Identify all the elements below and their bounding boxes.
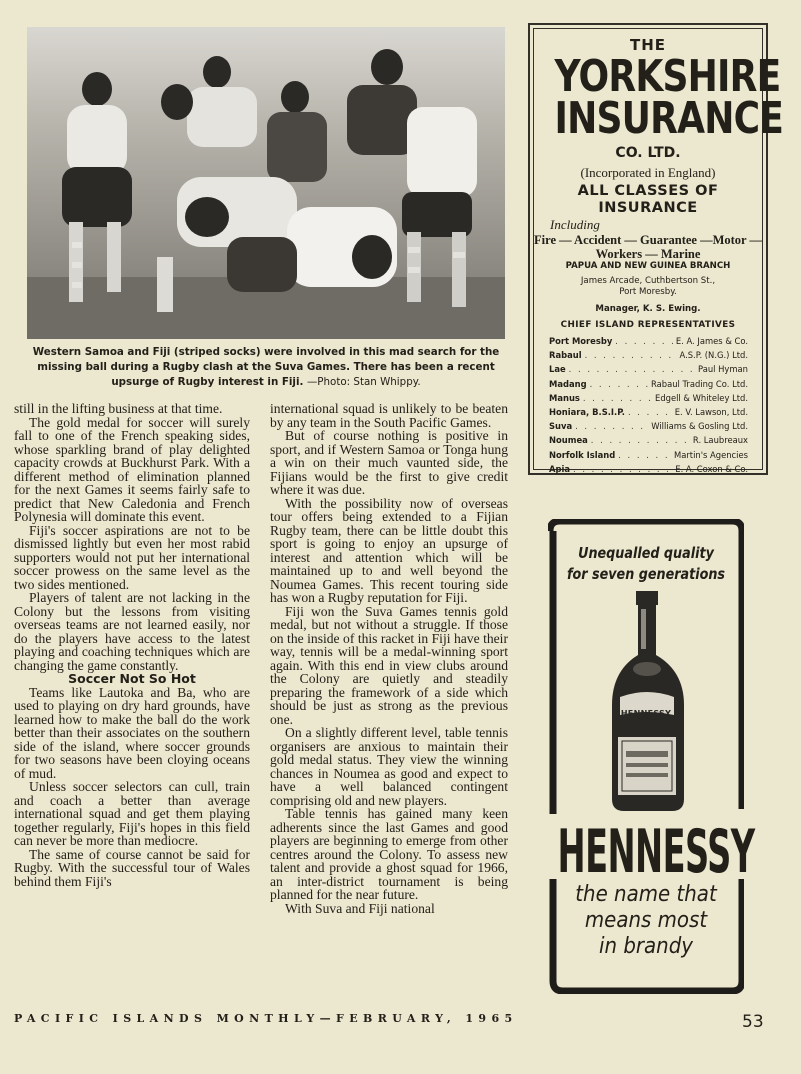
rep-agent: E. A. Coxon & Co.	[675, 463, 748, 474]
ad-company-name-2: INSURANCE	[554, 93, 784, 144]
rep-place: Madang	[549, 378, 587, 389]
rep-place: Port Moresby	[549, 336, 613, 346]
ad-including: Including	[550, 217, 600, 232]
ad-representatives-list	[549, 334, 748, 476]
rep-agent: Paul Hyman	[698, 364, 748, 375]
yorkshire-insurance-ad	[528, 23, 784, 475]
leader-dots	[628, 405, 672, 419]
paragraph: Players of talent are not lacking in the Colony but the lessons from visiting overseas teams are not learned easily, nor do the players have access to the latest playing and coaching techniques which are changing the game constantly.	[14, 590, 250, 673]
paragraph: still in the lifting business at that time.	[14, 401, 223, 416]
list-item	[549, 405, 748, 419]
hennessy-ad	[548, 519, 755, 994]
leader-dots	[583, 391, 652, 405]
list-item	[549, 448, 748, 462]
ad-incorporated: (Incorporated in England)	[580, 165, 716, 180]
rep-agent: Rabaul Trading Co. Ltd.	[651, 378, 748, 389]
hennessy-tagline-1: Unequalled quality	[578, 544, 714, 562]
rugby-photo	[27, 27, 505, 339]
list-item	[549, 433, 748, 447]
rep-place: Norfolk Island	[549, 449, 616, 460]
ad-address: James Arcade, Cuthbertson St., Port Moresby.	[580, 276, 716, 297]
photo-credit: —Photo: Stan Whippy.	[307, 376, 421, 388]
ad-chief-reps: CHIEF ISLAND REPRESENTATIVES	[560, 320, 736, 330]
leader-dots	[573, 462, 672, 476]
list-item	[549, 348, 748, 362]
page-number: 53	[742, 1012, 764, 1032]
paragraph: international squad is unlikely to be beaten by any team in the South Pacific Games.	[270, 401, 508, 430]
paragraph: But of course nothing is positive in sport, and if Western Samoa or Tonga hung a win on their much vaunted side, the Fijians would be the first to give credit where it was due.	[270, 428, 508, 497]
paragraph: The same of course cannot be said for Rugby. With the successful tour of Wales behind them Fiji's	[14, 846, 250, 889]
rep-place: Apia	[549, 463, 570, 474]
article-column-1	[14, 402, 250, 888]
leader-dots	[618, 448, 671, 462]
ad-manager: Manager, K. S. Ewing.	[595, 304, 701, 314]
ad-branch: PAPUA AND NEW GUINEA BRANCH	[565, 261, 731, 271]
page-footer: PACIFIC ISLANDS MONTHLY—FEBRUARY, 1965	[14, 1012, 518, 1025]
rep-agent: E. V. Lawson, Ltd.	[674, 407, 748, 418]
paragraph: With the possibility now of overseas tour offers being extended to a Fijian Rugby team, there can be little doubt this sport is going to enjoy an upsurge of interest and attention which will be maintained up to and well beyond the Noumea Games. This recent touring side has won a Rugby reputation for Fiji.	[270, 495, 508, 605]
leader-dots	[585, 348, 677, 362]
paragraph: Fiji's soccer aspirations are not to be dismissed lightly but even her most rabid supporters would not put her international soccer prowess on the same level as the two sides mentioned.	[14, 522, 250, 592]
subheading: Soccer Not So Hot	[68, 671, 196, 686]
hennessy-brand: HENNESSY	[557, 817, 755, 887]
brandy-bottle-icon	[612, 591, 684, 811]
rep-agent: Williams & Gosling Ltd.	[651, 421, 748, 432]
photo-caption	[27, 345, 505, 390]
paragraph: On a slightly different level, table tennis organisers are anxious to maintain their gold medal status. They view the winning chances in Noumea as good and expect to have a well balanced contingent comprising old and new players.	[270, 725, 508, 808]
ad-insurance-lines: Fire — Accident — Guarantee —Motor — Workers — Marine	[534, 233, 762, 261]
ad-co-ltd: CO. LTD.	[615, 145, 681, 161]
paragraph: Fiji won the Suva Games tennis gold medal, but not without a struggle. If those on the inside of this racket in Fiji have their way, tennis will be a medal-winning sport again. With this end in view clubs around the Colony are quietly and steadily preparing the framework of a side which should be just as strong as the previous one.	[270, 603, 508, 727]
rugby-scrum-photo	[27, 27, 505, 339]
rep-agent: A.S.P. (N.G.) Ltd.	[679, 350, 748, 361]
paragraph: The gold medal for soccer will surely fall to one of the French speaking sides, whose sparkling brand of play delighted capacity crowds at Buckhurst Park. With a different method of elimination planned for the next Games it seems fairly safe to predict that New Caledonia and French Polynesia will dominate this event.	[14, 414, 250, 524]
rep-place: Manus	[549, 392, 580, 403]
leader-dots	[590, 377, 648, 391]
ad-inner-border	[533, 28, 784, 474]
rep-place: Noumea	[549, 435, 588, 446]
leader-dots	[615, 334, 673, 348]
ad-company-name-1: YORKSHIRE	[554, 51, 781, 102]
rep-place: Lae	[549, 364, 566, 375]
rep-agent: Martin's Agencies	[673, 449, 748, 460]
hennessy-tagline	[563, 543, 730, 585]
ad-all-classes-text: ALL CLASSES OF INSURANCE	[577, 183, 719, 216]
hennessy-tagline-2: for seven generations	[566, 565, 726, 583]
rep-agent: R. Laubreaux	[692, 435, 748, 446]
article-column-2	[270, 402, 508, 915]
list-item	[549, 419, 748, 433]
photo-caption-text: Western Samoa and Fiji (striped socks) were involved in this mad search for the missing ball during a Rugby clash at the Suva Games. There has been a recent upsurge of Rugby interest in Fiji.	[32, 346, 500, 388]
leader-dots	[591, 433, 690, 447]
list-item	[549, 462, 748, 476]
ad-the: THE	[629, 36, 667, 54]
rep-place: Honiara, B.S.I.P.	[549, 407, 625, 418]
paragraph: Teams like Lautoka and Ba, who are used to playing on dry hard grounds, have learned how to make the ball do the work better than their associates on the southern side of the island, where soccer grounds for two seasons have been cloying oceans of mud.	[14, 684, 250, 781]
paragraph: Unless soccer selectors can cull, train and coach a better than average international squad and get them playing together regularly, Fiji's hopes in this field can never be more than mediocre.	[14, 779, 250, 848]
list-item	[549, 377, 748, 391]
hennessy-slogan-1: the name that	[575, 882, 717, 907]
ad-all-classes	[534, 183, 762, 217]
rep-place: Suva	[549, 421, 573, 432]
paragraph: Table tennis has gained many keen adherents since the last Games and good players are beginning to emerge from other centres around the Colony. To assess new talent and provide a ghost squad for 1966, an inter-district tournament is being planned for the near future.	[270, 806, 508, 902]
rep-place: Rabaul	[549, 350, 582, 361]
list-item	[549, 362, 748, 376]
list-item	[549, 334, 748, 348]
rep-agent: E. A. James & Co.	[675, 336, 748, 346]
leader-dots	[575, 419, 648, 433]
list-item	[549, 391, 748, 405]
paragraph: With Suva and Fiji national	[285, 900, 435, 916]
rep-agent: Edgell & Whiteley Ltd.	[655, 392, 748, 403]
leader-dots	[569, 362, 695, 376]
hennessy-slogan	[558, 882, 734, 960]
bottle-label: HENNESSY	[620, 709, 672, 718]
hennessy-slogan-2: means most	[584, 908, 708, 933]
hennessy-slogan-3: in brandy	[598, 934, 694, 959]
